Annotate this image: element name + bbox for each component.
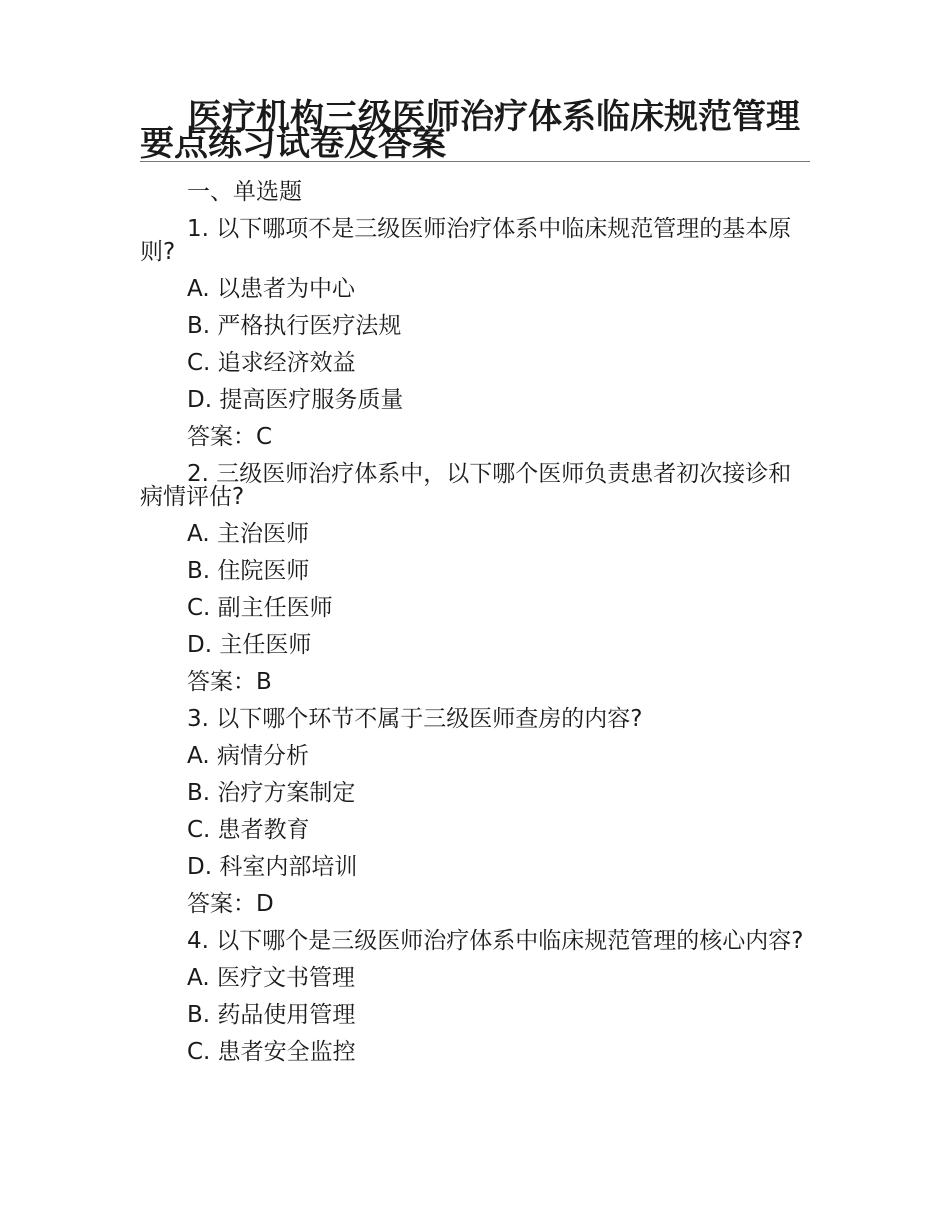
option-1d: D. 提高医疗服务质量 — [187, 387, 404, 413]
question-stem-4: 4. 以下哪个是三级医师治疗体系中临床规范管理的核心内容? — [187, 928, 804, 954]
section-heading: 一、单选题 — [187, 179, 302, 205]
option-2b: B. 住院医师 — [187, 558, 310, 584]
answer-2: 答案：B — [187, 669, 272, 695]
option-4b: B. 药品使用管理 — [187, 1002, 356, 1028]
answer-1: 答案：C — [187, 424, 273, 450]
option-3a: A. 病情分析 — [187, 743, 309, 769]
question-stem-2: 2. 三级医师治疗体系中，以下哪个医师负责患者初次接诊和病情评估? — [140, 461, 792, 510]
question-stem-3: 3. 以下哪个环节不属于三级医师查房的内容? — [187, 706, 643, 732]
document-body — [140, 174, 810, 1071]
option-2d: D. 主任医师 — [187, 632, 312, 658]
option-1c: C. 追求经济效益 — [187, 350, 356, 376]
option-3b: B. 治疗方案制定 — [187, 780, 356, 806]
question-stem-1: 1. 以下哪项不是三级医师治疗体系中临床规范管理的基本原则? — [140, 216, 792, 265]
title-divider — [140, 161, 810, 162]
answer-3: 答案：D — [187, 891, 274, 917]
document-title: 医疗机构三级医师治疗体系临床规范管理要点练习试卷及答案 — [140, 97, 800, 164]
option-3d: D. 科室内部培训 — [187, 854, 358, 880]
option-2a: A. 主治医师 — [187, 521, 309, 547]
option-2c: C. 副主任医师 — [187, 595, 333, 621]
option-4a: A. 医疗文书管理 — [187, 965, 355, 991]
option-4c: C. 患者安全监控 — [187, 1039, 356, 1065]
option-1a: A. 以患者为中心 — [187, 276, 355, 302]
option-3c: C. 患者教育 — [187, 817, 310, 843]
option-1b: B. 严格执行医疗法规 — [187, 313, 402, 339]
